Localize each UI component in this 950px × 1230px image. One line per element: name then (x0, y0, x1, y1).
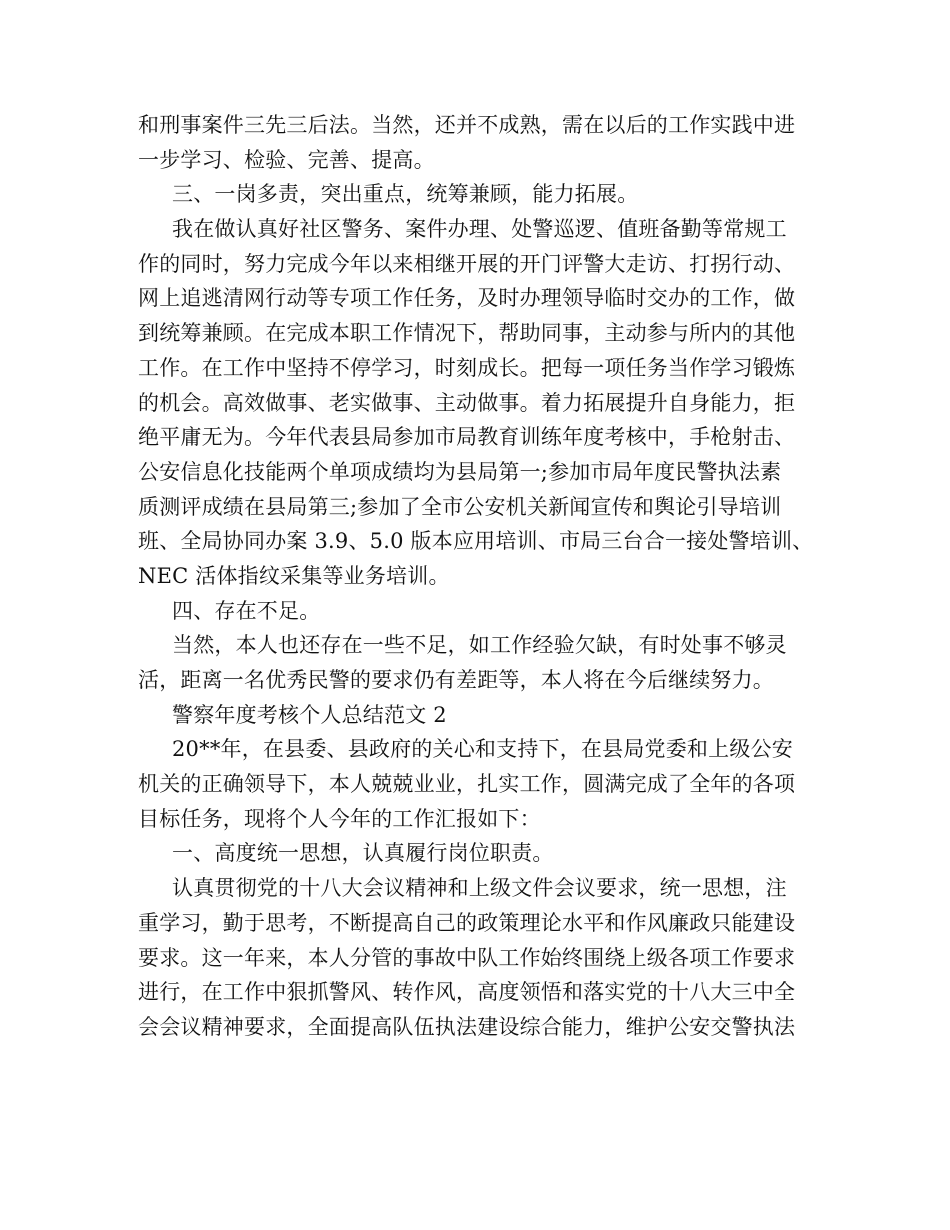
text-line: 公安信息化技能两个单项成绩均为县局第一;参加市局年度民警执法素 (138, 459, 782, 484)
text-line: 重学习，勤于思考，不断提高自己的政策理论水平和作风廉政只能建设 (138, 910, 796, 935)
text-line: 当然，本人也还存在一些不足，如工作经验欠缺，有时处事不够灵 (172, 633, 787, 658)
text-line: 要求。这一年来，本人分管的事故中队工作始终围绕上级各项工作要求 (138, 945, 796, 970)
text-line: 的机会。高效做事、老实做事、主动做事。着力拓展提升自身能力，拒 (138, 390, 796, 415)
text-line: 20**年，在县委、县政府的关心和支持下，在县局党委和上级公安 (172, 737, 793, 762)
text-line: 班、全局协同办案 3.9、5.0 版本应用培训、市局三台合一接处警培训、 (138, 529, 814, 554)
text-line: 一步学习、检验、完善、提高。 (138, 147, 435, 172)
text-line: 和刑事案件三先三后法。当然，还并不成熟，需在以后的工作实践中进 (138, 113, 796, 137)
text-line: 到统筹兼顾。在完成本职工作情况下，帮助同事，主动参与所内的其他 (138, 321, 796, 346)
text-line: 一、高度统一思想，认真履行岗位职责。 (172, 841, 554, 866)
text-line: 机关的正确领导下，本人兢兢业业，扎实工作，圆满完成了全年的各项 (138, 772, 796, 797)
text-line: 绝平庸无为。今年代表县局参加市局教育训练年度考核中，手枪射击、 (138, 425, 796, 450)
text-line: 活，距离一名优秀民警的要求仍有差距等，本人将在今后继续努力。 (138, 668, 774, 692)
text-line: 进行，在工作中狠抓警风、转作风，高度领悟和落实党的十八大三中全 (138, 980, 796, 1005)
text-line: 目标任务，现将个人今年的工作汇报如下： (138, 806, 541, 831)
text-line: 警察年度考核个人总结范文 2 (172, 702, 447, 727)
document-body (138, 108, 828, 1045)
text-line: 作的同时，努力完成今年以来相继开展的开门评警大走访、打拐行动、 (138, 251, 796, 276)
text-line: 质测评成绩在县局第三;参加了全市公安机关新闻宣传和舆论引导培训 (138, 494, 782, 519)
text-line: 我在做认真好社区警务、案件办理、处警巡逻、值班备勤等常规工 (172, 217, 787, 242)
text-line: 认真贯彻党的十八大会议精神和上级文件会议要求，统一思想，注 (172, 876, 787, 901)
text-line: 四、存在不足。 (172, 598, 321, 623)
text-line: NEC 活体指纹采集等业务培训。 (138, 563, 450, 588)
text-line: 工作。在工作中坚持不停学习，时刻成长。把每一项任务当作学习锻炼 (138, 355, 796, 380)
text-line: 三、一岗多责，突出重点，统筹兼顾，能力拓展。 (172, 182, 639, 207)
text-line: 会会议精神要求，全面提高队伍执法建设综合能力，维护公安交警执法 (138, 1014, 796, 1039)
text-line: 网上追逃清网行动等专项工作任务，及时办理领导临时交办的工作，做 (138, 286, 796, 311)
